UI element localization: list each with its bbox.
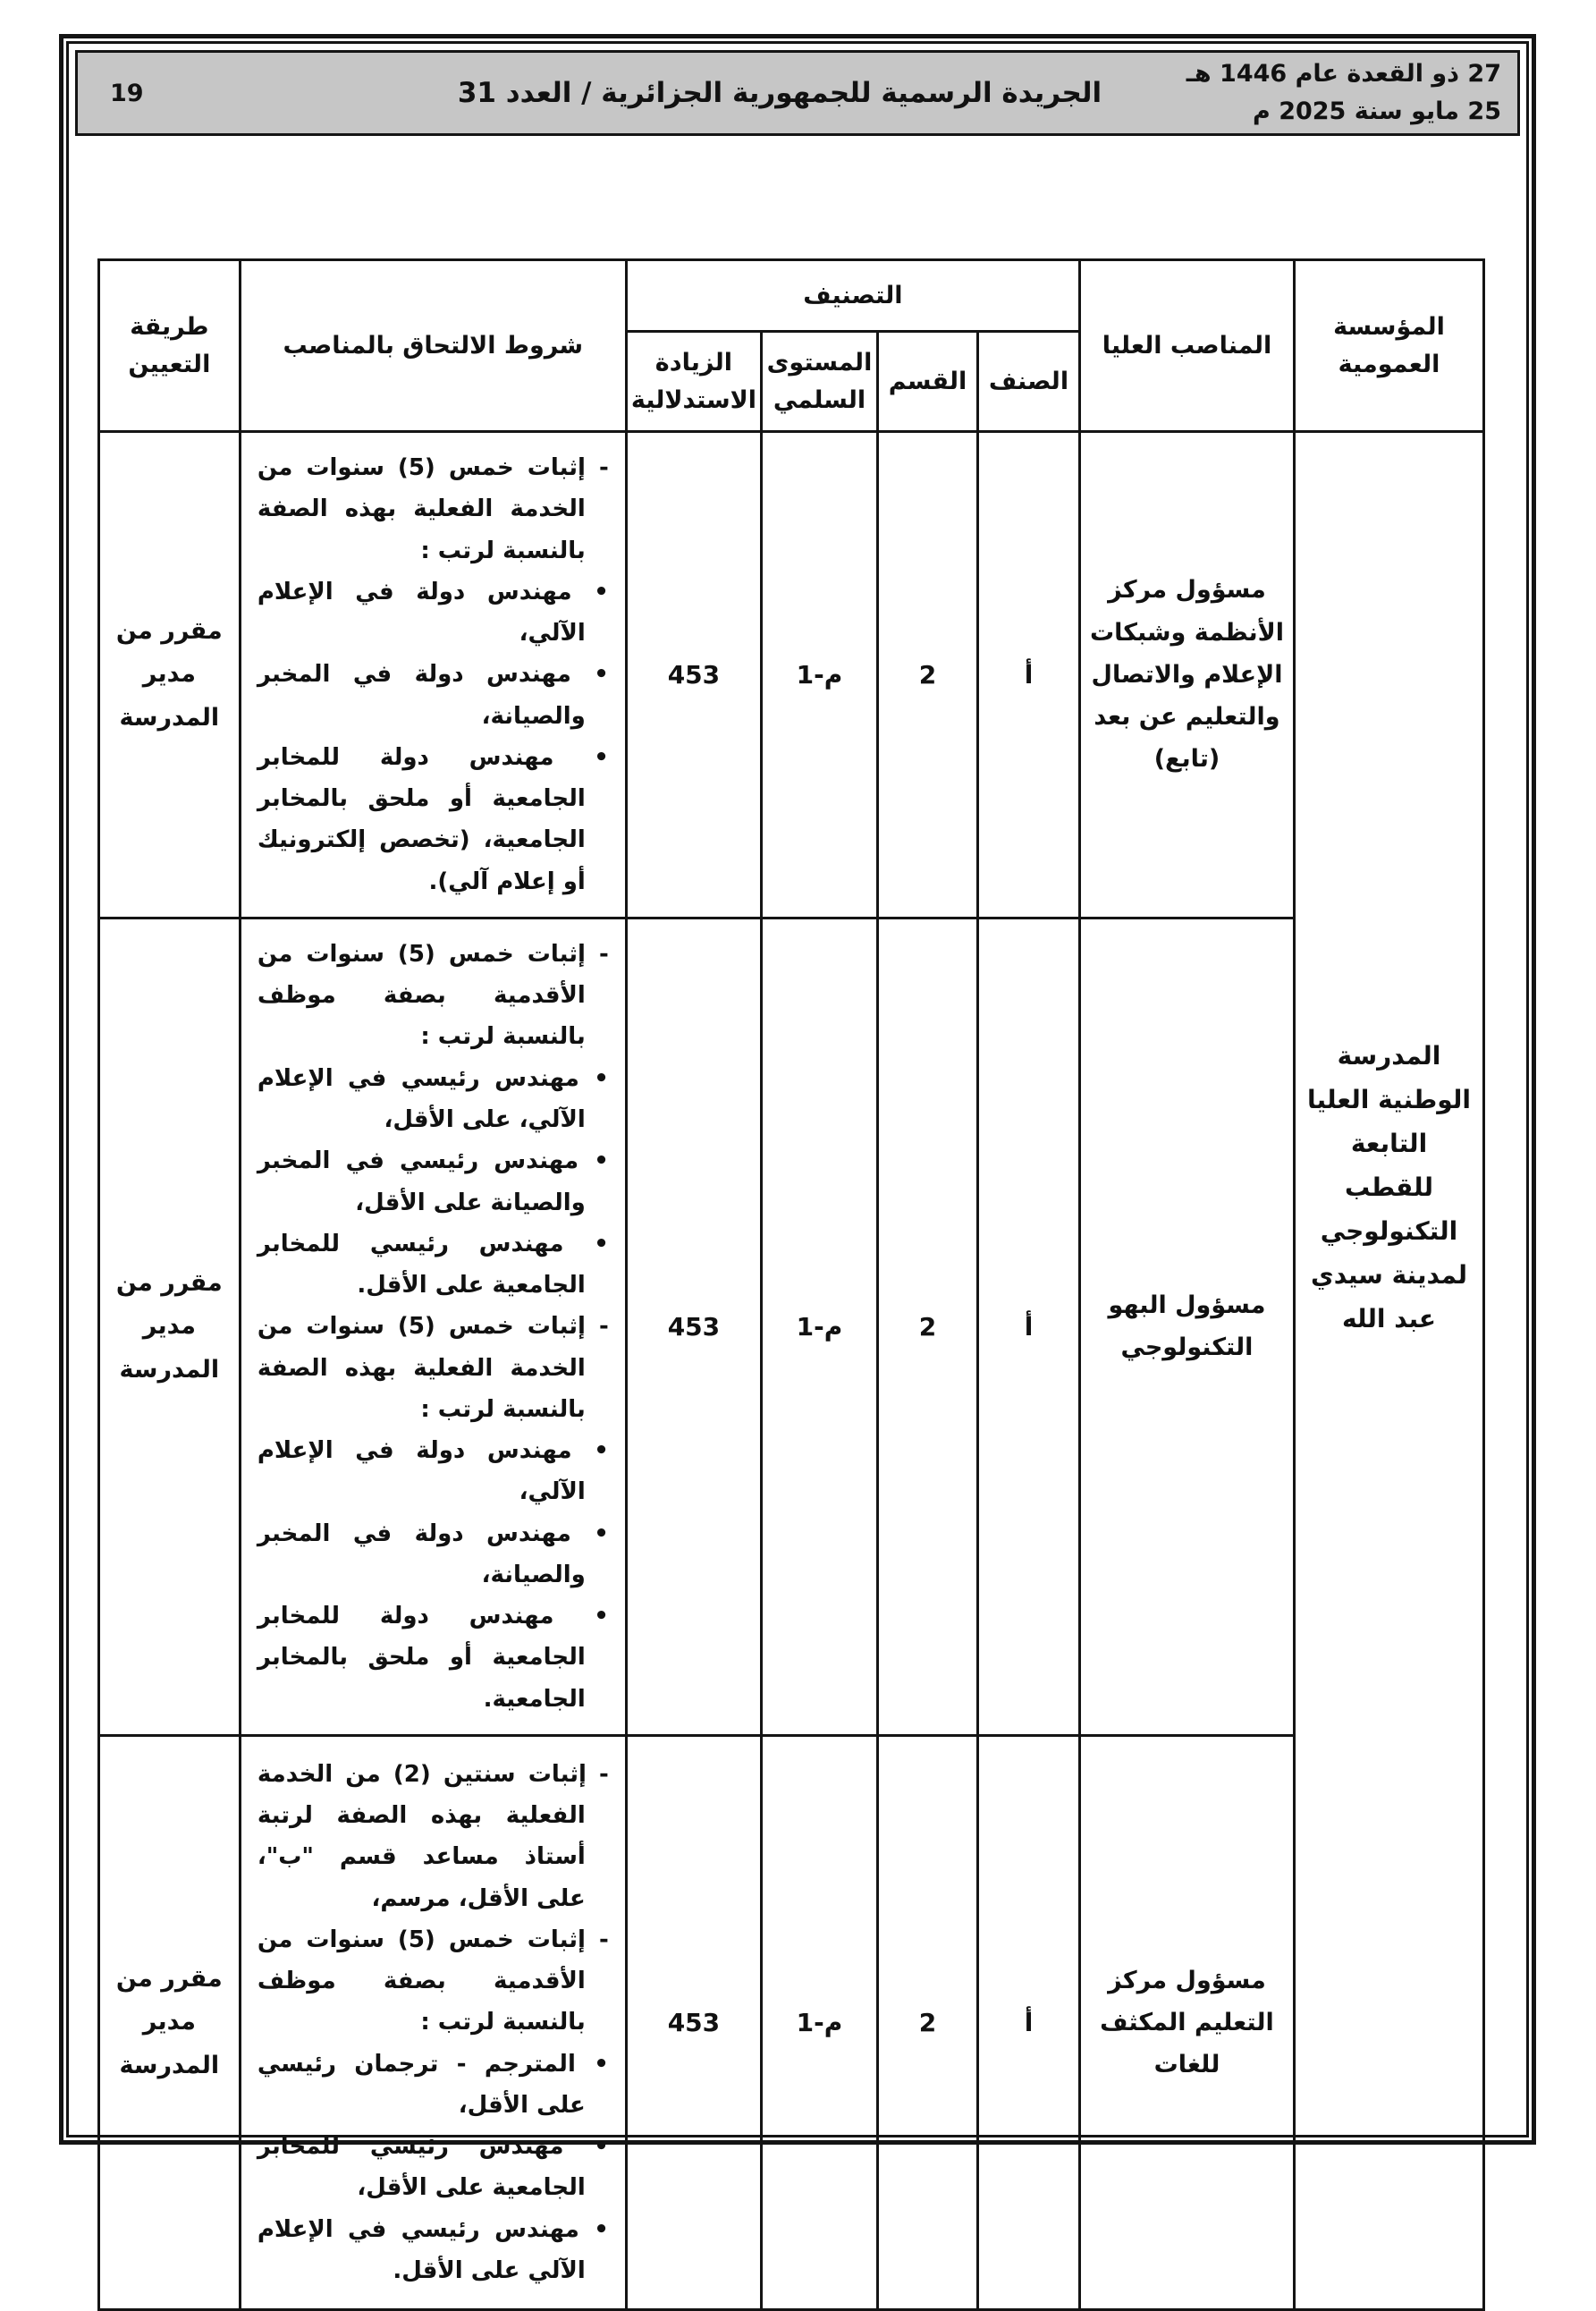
level-cell: م-1 xyxy=(762,432,878,918)
page-frame-inner xyxy=(66,41,1529,2284)
condition-line: • مهندس رئيسي في المخبر والصيانة على الأقل، xyxy=(257,1147,609,1216)
page-frame xyxy=(59,34,1536,2284)
condition-line: • مهندس دولة في المخبر والصيانة، xyxy=(257,661,609,730)
gazette-header xyxy=(75,50,1520,136)
col-header-classification: التصنيف xyxy=(626,260,1079,332)
col-header-section: القسم xyxy=(878,332,978,432)
condition-line: • المترجم - ترجمان رئيسي على الأقل، xyxy=(257,2050,609,2119)
col-header-appointment: طريقة التعيين xyxy=(98,260,240,432)
condition-line: • مهندس رئيسي في الإعلام الآلي على الأقل. xyxy=(257,2215,609,2284)
condition-line: • مهندس رئيسي للمخابر الجامعية على الأقل. xyxy=(257,1230,609,1299)
condition-line: • مهندس رئيسي للمخابر الجامعية على الأقل، xyxy=(257,2133,609,2202)
table-row xyxy=(98,432,1483,918)
section-cell: 2 xyxy=(878,1735,978,2309)
index-increase-cell: 453 xyxy=(626,1735,761,2309)
index-increase-cell: 453 xyxy=(626,918,761,1735)
gazette-dates xyxy=(1186,52,1517,134)
condition-line: • مهندس دولة للمخابر الجامعية أو ملحق بالمخابر الجامعية، (تخصص إلكترونيك أو إعلام آلي). xyxy=(257,743,609,895)
conditions-cell xyxy=(240,1735,626,2309)
position-cell: مسؤول مركز التعليم المكثف للغات xyxy=(1080,1735,1295,2309)
condition-line: - إثبات خمس (5) سنوات من الخدمة الفعلية بهذه الصفة بالنسبة لرتب : xyxy=(257,1313,609,1423)
category-cell: أ xyxy=(978,1735,1080,2309)
page-number: 19 xyxy=(110,79,144,107)
conditions-cell xyxy=(240,918,626,1735)
condition-line: • مهندس دولة للمخابر الجامعية أو ملحق بالمخابر الجامعية. xyxy=(257,1603,609,1713)
col-header-category: الصنف xyxy=(978,332,1080,432)
condition-line: • مهندس رئيسي في الإعلام الآلي، على الأقل، xyxy=(257,1064,609,1133)
condition-line: • مهندس دولة في المخبر والصيانة، xyxy=(257,1520,609,1588)
gazette-title: الجريدة الرسمية للجمهورية الجزائرية / العدد 31 xyxy=(457,77,1102,109)
appointment-cell: مقرر من مدير المدرسة xyxy=(98,1735,240,2309)
condition-line: - إثبات خمس (5) سنوات من الأقدمية بصفة موظف بالنسبة لرتب : xyxy=(257,940,609,1051)
date-gregorian: 25 مايو سنة 2025 م xyxy=(1252,97,1501,125)
level-cell: م-1 xyxy=(762,918,878,1735)
col-header-conditions: شروط الالتحاق بالمناصب xyxy=(240,260,626,432)
condition-line: • مهندس دولة في الإعلام الآلي، xyxy=(257,578,609,648)
col-header-level: المستوى السلمي xyxy=(762,332,878,432)
appointment-cell: مقرر من مدير المدرسة xyxy=(98,432,240,918)
appointment-cell: مقرر من مدير المدرسة xyxy=(98,918,240,1735)
condition-line: - إثبات خمس (5) سنوات من الخدمة الفعلية بهذه الصفة بالنسبة لرتب : xyxy=(257,454,609,564)
position-cell: مسؤول البهو التكنولوجي xyxy=(1080,918,1295,1735)
institution-cell: المدرسة الوطنية العليا التابعة للقطب التكنولوجي لمدينة سيدي عبد الله xyxy=(1295,432,1484,2310)
condition-line: • مهندس دولة في الإعلام الآلي، xyxy=(257,1437,609,1506)
section-cell: 2 xyxy=(878,918,978,1735)
col-header-institution: المؤسسة العمومية xyxy=(1295,260,1484,432)
col-header-positions: المناصب العليا xyxy=(1080,260,1295,432)
position-cell: مسؤول مركز الأنظمة وشبكات الإعلام والاتصال والتعليم عن بعد (تابع) xyxy=(1080,432,1295,918)
date-hijri: 27 ذو القعدة عام 1446 هـ xyxy=(1186,60,1501,89)
section-cell: 2 xyxy=(878,432,978,918)
table-row xyxy=(98,918,1483,1735)
level-cell: م-1 xyxy=(762,1735,878,2309)
category-cell: أ xyxy=(978,432,1080,918)
table-header-row xyxy=(98,260,1483,332)
positions-table xyxy=(97,258,1485,2311)
condition-line: - إثبات سنتين (2) من الخدمة الفعلية بهذه الصفة لرتبة أستاذ مساعد قسم "ب"، على الأقل، مرسم، xyxy=(257,1760,609,1912)
table-row xyxy=(98,1735,1483,2309)
category-cell: أ xyxy=(978,918,1080,1735)
index-increase-cell: 453 xyxy=(626,432,761,918)
condition-line: - إثبات خمس (5) سنوات من الأقدمية بصفة موظف بالنسبة لرتب : xyxy=(257,1926,609,2036)
col-header-index-increase: الزيادة الاستدلالية xyxy=(626,332,761,432)
conditions-cell xyxy=(240,432,626,918)
